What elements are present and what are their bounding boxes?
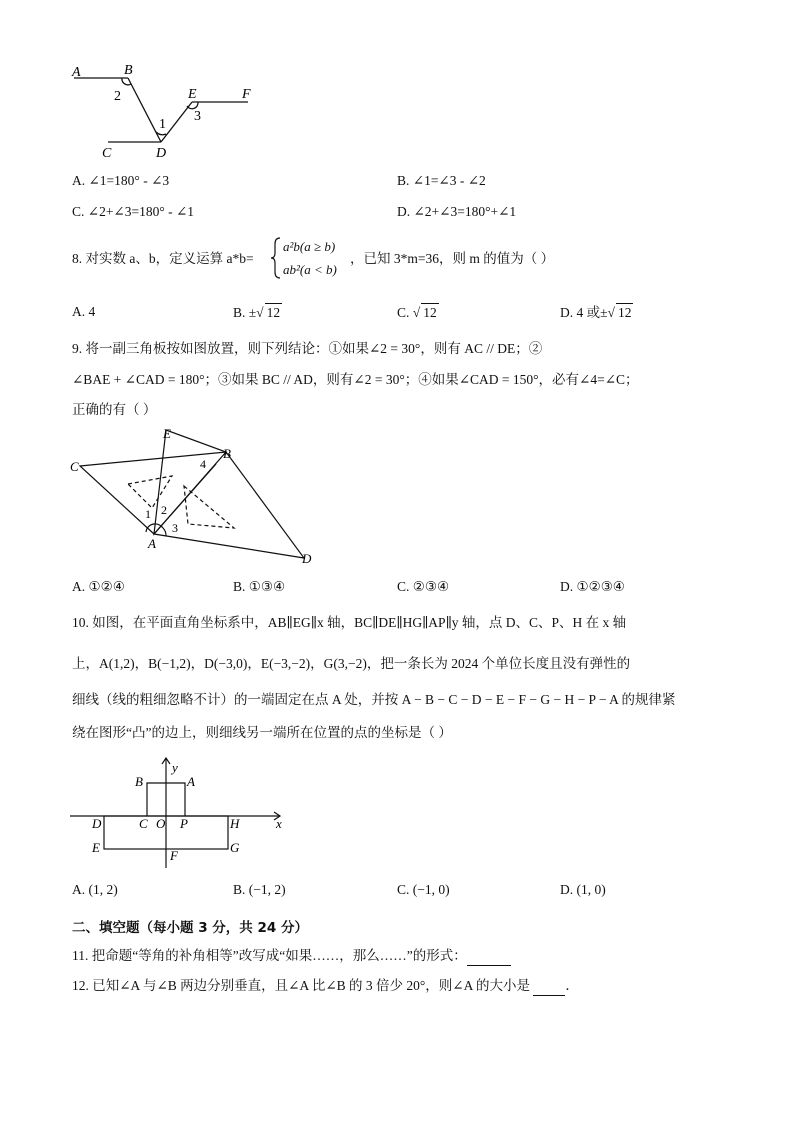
q11-stem: 11. 把命题“等角的补角相等”改写成“如果……，那么……”的形式： (72, 948, 467, 963)
q10-option-d[interactable]: D. (1, 0) (560, 882, 606, 897)
section-2-heading: 二、填空题（每小题 3 分，共 24 分） (72, 920, 308, 936)
q12-text (72, 977, 579, 996)
q9-label-a: A (148, 536, 156, 551)
q8-option-c-radicand: 12 (423, 305, 437, 320)
q7-label-a: A (72, 65, 81, 80)
q10-label-e: E (92, 840, 100, 855)
q7-label-c: C (102, 146, 112, 161)
q8-option-b-sqrt-icon: √ (256, 305, 264, 320)
q9-option-b[interactable]: B. ①③④ (233, 579, 286, 594)
q8-option-b[interactable] (233, 303, 282, 322)
q8-brace (270, 236, 282, 280)
q7-label-2: 2 (114, 89, 121, 104)
q11-text (72, 947, 511, 966)
q9-option-d[interactable]: D. ①②③④ (560, 579, 625, 594)
q8-option-d[interactable] (560, 303, 633, 322)
q8-stem-start: 8. 对实数 a、b，定义运算 a*b= (72, 251, 254, 266)
q8-stem-end: ，已知 3*m=36，则 m 的值为（ ） (350, 251, 555, 266)
q7-option-b[interactable]: B. ∠1=∠3 - ∠2 (397, 173, 486, 188)
q12-end: ． (565, 978, 579, 993)
q10-label-g: G (230, 840, 240, 855)
q9-figure (66, 424, 326, 570)
q9-option-c[interactable]: C. ②③④ (397, 579, 450, 594)
q7-label-1: 1 (159, 117, 166, 132)
q10-line-3: 细线（线的粗细忽略不计）的一端固定在点 A 处，并按 A − B − C − D − E − F − G − H − P − A 的规律紧 (72, 692, 676, 707)
q8-option-d-prefix: D. 4 或± (560, 305, 608, 320)
q9-label-c: C (70, 459, 79, 474)
q9-label-1: 1 (145, 507, 151, 521)
q10-label-a: A (187, 774, 195, 789)
q9-line-3: 正确的有（ ） (72, 402, 157, 417)
q9-label-4: 4 (200, 457, 206, 471)
q7-option-a[interactable]: A. ∠1=180° - ∠3 (72, 173, 170, 188)
q7-label-f: F (242, 87, 251, 102)
q11-answer-blank[interactable] (467, 947, 511, 966)
q10-label-h: H (230, 816, 240, 831)
q10-label-y: y (172, 760, 178, 775)
q9-label-3: 3 (172, 521, 178, 535)
q10-label-x: x (276, 816, 282, 831)
q8-option-c[interactable] (397, 303, 439, 322)
q7-label-3: 3 (194, 109, 201, 124)
q10-label-p: P (180, 816, 188, 831)
q10-option-a[interactable]: A. (1, 2) (72, 882, 118, 897)
q7-label-d: D (156, 146, 167, 161)
q10-line-2: 上，A(1,2)，B(−1,2)，D(−3,0)，E(−3,−2)，G(3,−2)，把一条长为 2024 个单位长度且没有弹性的 (72, 656, 631, 671)
q10-option-b[interactable]: B. (−1, 2) (233, 882, 286, 897)
q12-stem: 12. 已知∠A 与∠B 两边分别垂直，且∠A 比∠B 的 3 倍少 20°，则∠A 的大小是 (72, 978, 530, 993)
q8-option-c-sqrt-icon: √ (412, 305, 421, 320)
q9-option-a[interactable]: A. ①②④ (72, 579, 125, 594)
q10-line-4: 绕在图形“凸”的边上，则细线另一端所在位置的点的坐标是（ ） (72, 725, 452, 740)
q8-option-a[interactable]: A. 4 (72, 304, 96, 319)
q8-option-d-sqrt-icon: √ (607, 305, 615, 320)
q10-figure (66, 750, 296, 872)
q8-case-1: a²b(a ≥ b) (283, 239, 336, 254)
q9-label-d: D (302, 551, 312, 566)
q8-option-b-radicand: 12 (266, 305, 281, 320)
q8-option-d-radicand: 12 (617, 305, 632, 320)
q12-answer-blank[interactable] (533, 977, 565, 996)
q7-option-d[interactable]: D. ∠2+∠3=180°+∠1 (397, 204, 517, 219)
q7-option-c[interactable]: C. ∠2+∠3=180° - ∠1 (72, 204, 195, 219)
q10-option-c[interactable]: C. (−1, 0) (397, 882, 450, 897)
q9-label-b: B (223, 446, 231, 461)
q9-line-1: 9. 将一副三角板按如图放置，则下列结论：①如果∠2 = 30°，则有 AC // DE；② (72, 341, 543, 356)
q9-label-2: 2 (161, 503, 167, 517)
q8-option-b-prefix: B. ± (233, 305, 257, 320)
q10-label-c: C (139, 816, 148, 831)
q10-label-b: B (135, 774, 143, 789)
q7-figure (66, 60, 266, 164)
q8-option-c-prefix: C. (397, 305, 410, 320)
q10-label-d: D (92, 816, 102, 831)
q10-label-f: F (170, 848, 178, 863)
q7-label-e: E (188, 87, 197, 102)
q8-case-2: ab²(a < b) (283, 262, 337, 277)
q10-line-1: 10. 如图，在平面直角坐标系中，AB∥EG∥x 轴，BC∥DE∥HG∥AP∥y 轴，点 D、C、P、H 在 x 轴 (72, 615, 627, 630)
q10-label-o: O (156, 816, 166, 831)
q7-label-b: B (124, 63, 133, 78)
q9-label-e: E (163, 426, 171, 441)
q9-line-2: ∠BAE + ∠CAD = 180°；③如果 BC // AD，则有∠2 = 30°；④如果∠CAD = 150°，必有∠4=∠C； (72, 372, 639, 387)
